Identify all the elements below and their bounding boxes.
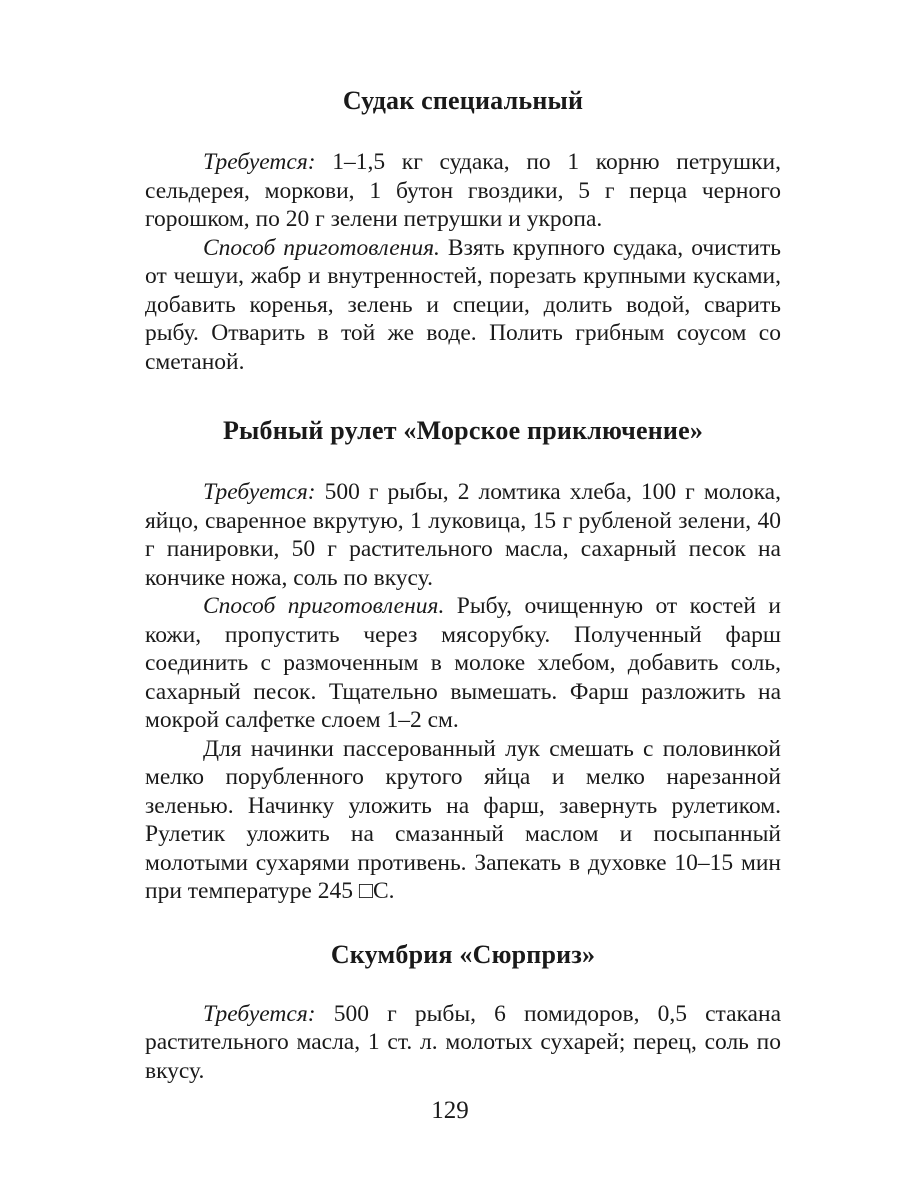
- method-paragraph: [145, 592, 781, 735]
- ingredients-paragraph: [145, 148, 781, 234]
- recipe-title: Судак специальный: [342, 86, 584, 115]
- recipe-mackerel: [145, 938, 781, 1086]
- page-content: [145, 84, 781, 1085]
- ingredients-text: 500 г рыбы, 2 ломтика хлеба, 100 г молока, яйцо, сваренное вкрутую, 1 луковица, 15 г рубленой зелени, 40 г панировки, 50 г растительного масла, сахарный песок на кончике ножа, соль по вкусу.: [145, 479, 781, 591]
- method-label: Способ приготовления.: [203, 234, 440, 261]
- ingredients-label: Требуется:: [203, 479, 316, 505]
- filling-paragraph: [145, 735, 781, 906]
- ingredients-paragraph: [145, 478, 781, 592]
- recipe-fish-roll: [145, 414, 781, 906]
- ingredients-text: 500 г рыбы, 6 помидоров, 0,5 стакана растительного масла, 1 ст. л. молотых сухарей; перец, соль по вкусу.: [145, 1000, 781, 1084]
- method-text: Рыбу, очищенную от костей и кожи, пропустить через мясорубку. Полученный фарш соединить с размоченным в молоке хлебом, добавить соль, сахарный песок. Тщательно вымешать. Фарш разложить на мокрой салфетке слоем 1–2 см.: [145, 593, 781, 733]
- recipe-sudak: [145, 84, 781, 376]
- ingredients-label: Требуется:: [203, 149, 316, 175]
- ingredients-label: Требуется:: [203, 1000, 316, 1027]
- recipe-title: Скумбрия «Сюрприз»: [330, 939, 596, 969]
- filling-text: Для начинки пассерованный лук смешать с половинкой мелко порубленного крутого яйца и мелко нарезанной зеленью. Начинку уложить на фарш, завернуть рулетиком. Рулетик уложить на смазанный маслом и посыпанный молотыми сухарями противень. Запекать в духовке 10–15 мин при температуре 245 □С.: [145, 735, 781, 904]
- method-label: Способ приготовления.: [203, 593, 445, 619]
- recipe-title: Рыбный рулет «Морское приключение»: [222, 416, 704, 445]
- ingredients-text: 1–1,5 кг судака, по 1 корню петрушки, сельдерея, моркови, 1 бутон гвоздики, 5 г перца черного горошком, по 20 г зелени петрушки и укропа.: [145, 149, 781, 232]
- ingredients-paragraph: [145, 1000, 781, 1086]
- method-text: Взять крупного судака, очистить от чешуи, жабр и внутренностей, порезать крупными кусками, добавить коренья, зелень и специи, долить водой, сварить рыбу. Отварить в той же воде. Полить грибным соусом со сметаной.: [145, 234, 781, 375]
- page-number: 129: [431, 1097, 469, 1124]
- method-paragraph: [145, 234, 781, 377]
